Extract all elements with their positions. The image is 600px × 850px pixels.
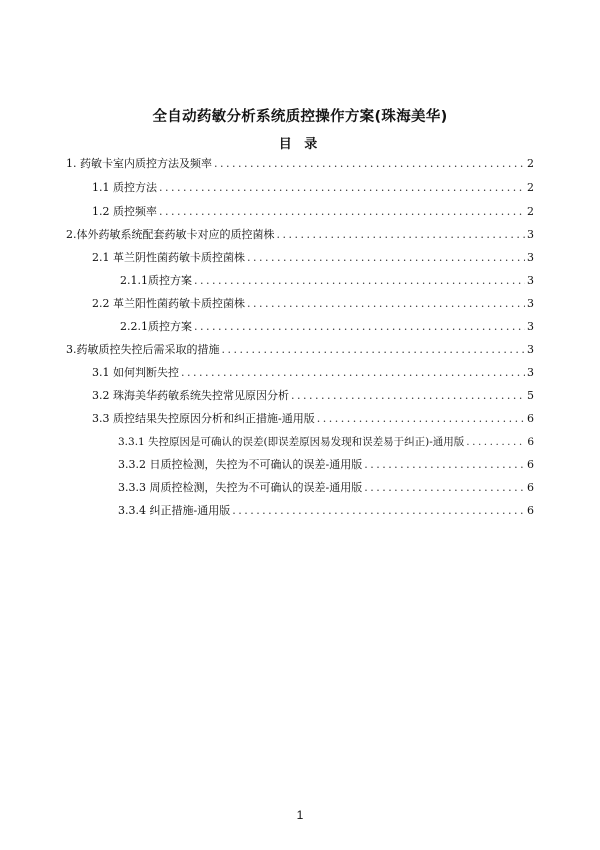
toc-entry-label: 2.1 革兰阴性菌药敏卡质控菌株 <box>92 251 245 264</box>
toc-entry[interactable] <box>92 181 534 195</box>
toc-entry[interactable] <box>120 274 534 288</box>
toc-entry-page: 6 <box>527 504 534 517</box>
toc-entry[interactable] <box>92 412 534 426</box>
toc-leader-dots <box>194 320 525 334</box>
toc-entry[interactable] <box>118 504 534 518</box>
toc-entry-page: 3 <box>527 320 534 333</box>
toc-entry-page: 3 <box>527 297 534 310</box>
toc-entry-page: 5 <box>527 389 534 402</box>
document-title: 全自动药敏分析系统质控操作方案(珠海美华) <box>152 109 448 125</box>
toc-entry-label: 3.3 质控结果失控原因分析和纠正措施-通用版 <box>92 412 315 425</box>
toc-entry[interactable] <box>92 297 534 311</box>
toc-entry[interactable] <box>66 343 534 357</box>
toc-entry-page: 3 <box>527 343 534 356</box>
toc-entry-label: 3.2 珠海美华药敏系统失控常见原因分析 <box>92 389 289 402</box>
toc-entry[interactable] <box>92 366 534 380</box>
toc-entry[interactable] <box>66 157 534 171</box>
toc-leader-dots <box>466 435 525 449</box>
toc-leader-dots <box>222 343 526 357</box>
toc-leader-dots <box>214 157 525 171</box>
toc-entry[interactable] <box>92 205 534 219</box>
toc-heading: 目 录 <box>278 137 322 152</box>
toc-leader-dots <box>364 481 525 495</box>
toc-leader-dots <box>317 412 525 426</box>
toc-entry-page: 2 <box>527 181 534 194</box>
toc-entry-label: 1.1 质控方法 <box>92 181 157 194</box>
toc-entry-label: 1. 药敏卡室内质控方法及频率 <box>66 157 212 170</box>
toc-entry[interactable] <box>118 481 534 495</box>
toc-entry-label: 3.3.3 周质控检测，失控为不可确认的误差-通用版 <box>118 481 363 494</box>
toc-entry-page: 6 <box>527 481 534 494</box>
toc-entry[interactable] <box>118 458 534 472</box>
toc-entry-page: 2 <box>527 157 534 170</box>
toc-leader-dots <box>159 181 525 195</box>
toc-entry-page: 6 <box>527 458 534 471</box>
toc-entry-label: 2.体外药敏系统配套药敏卡对应的质控菌株 <box>66 228 275 241</box>
toc-entry-label: 3.3.1 失控原因是可确认的误差(即误差原因易发现和误差易于纠正)-通用版 <box>118 436 465 448</box>
toc-entry-page: 2 <box>527 205 534 218</box>
toc-entry-page: 3 <box>527 274 534 287</box>
toc-entry-page: 3 <box>527 251 534 264</box>
toc-entry[interactable] <box>118 435 534 449</box>
toc-entry-page: 6 <box>527 436 534 448</box>
toc-leader-dots <box>247 251 525 265</box>
toc-leader-dots <box>291 389 525 403</box>
toc-leader-dots <box>159 205 525 219</box>
toc-entry-label: 2.1.1质控方案 <box>120 274 192 287</box>
toc-leader-dots <box>181 366 525 380</box>
toc-entry[interactable] <box>92 251 534 265</box>
toc-leader-dots <box>364 458 525 472</box>
toc-entry-label: 2.2 革兰阳性菌药敏卡质控菌株 <box>92 297 245 310</box>
toc-entry-page: 3 <box>527 228 534 241</box>
toc-leader-dots <box>247 297 525 311</box>
toc-entry-label: 3.3.2 日质控检测，失控为不可确认的误差-通用版 <box>118 458 363 471</box>
toc-entry-label: 3.3.4 纠正措施-通用版 <box>118 504 231 517</box>
toc-leader-dots <box>232 504 525 518</box>
toc-entry[interactable] <box>92 389 534 403</box>
toc-entry[interactable] <box>120 320 534 334</box>
page-number: 1 <box>296 808 304 822</box>
toc-entry-label: 3.1 如何判断失控 <box>92 366 179 379</box>
toc-entry-label: 2.2.1质控方案 <box>120 320 192 333</box>
toc-leader-dots <box>277 228 526 242</box>
toc-leader-dots <box>194 274 525 288</box>
toc-entry-label: 1.2 质控频率 <box>92 205 157 218</box>
toc-entry-page: 3 <box>527 366 534 379</box>
toc-entry-label: 3.药敏质控失控后需采取的措施 <box>66 343 220 356</box>
toc-entry-page: 6 <box>527 412 534 425</box>
toc-entry[interactable] <box>66 228 534 242</box>
